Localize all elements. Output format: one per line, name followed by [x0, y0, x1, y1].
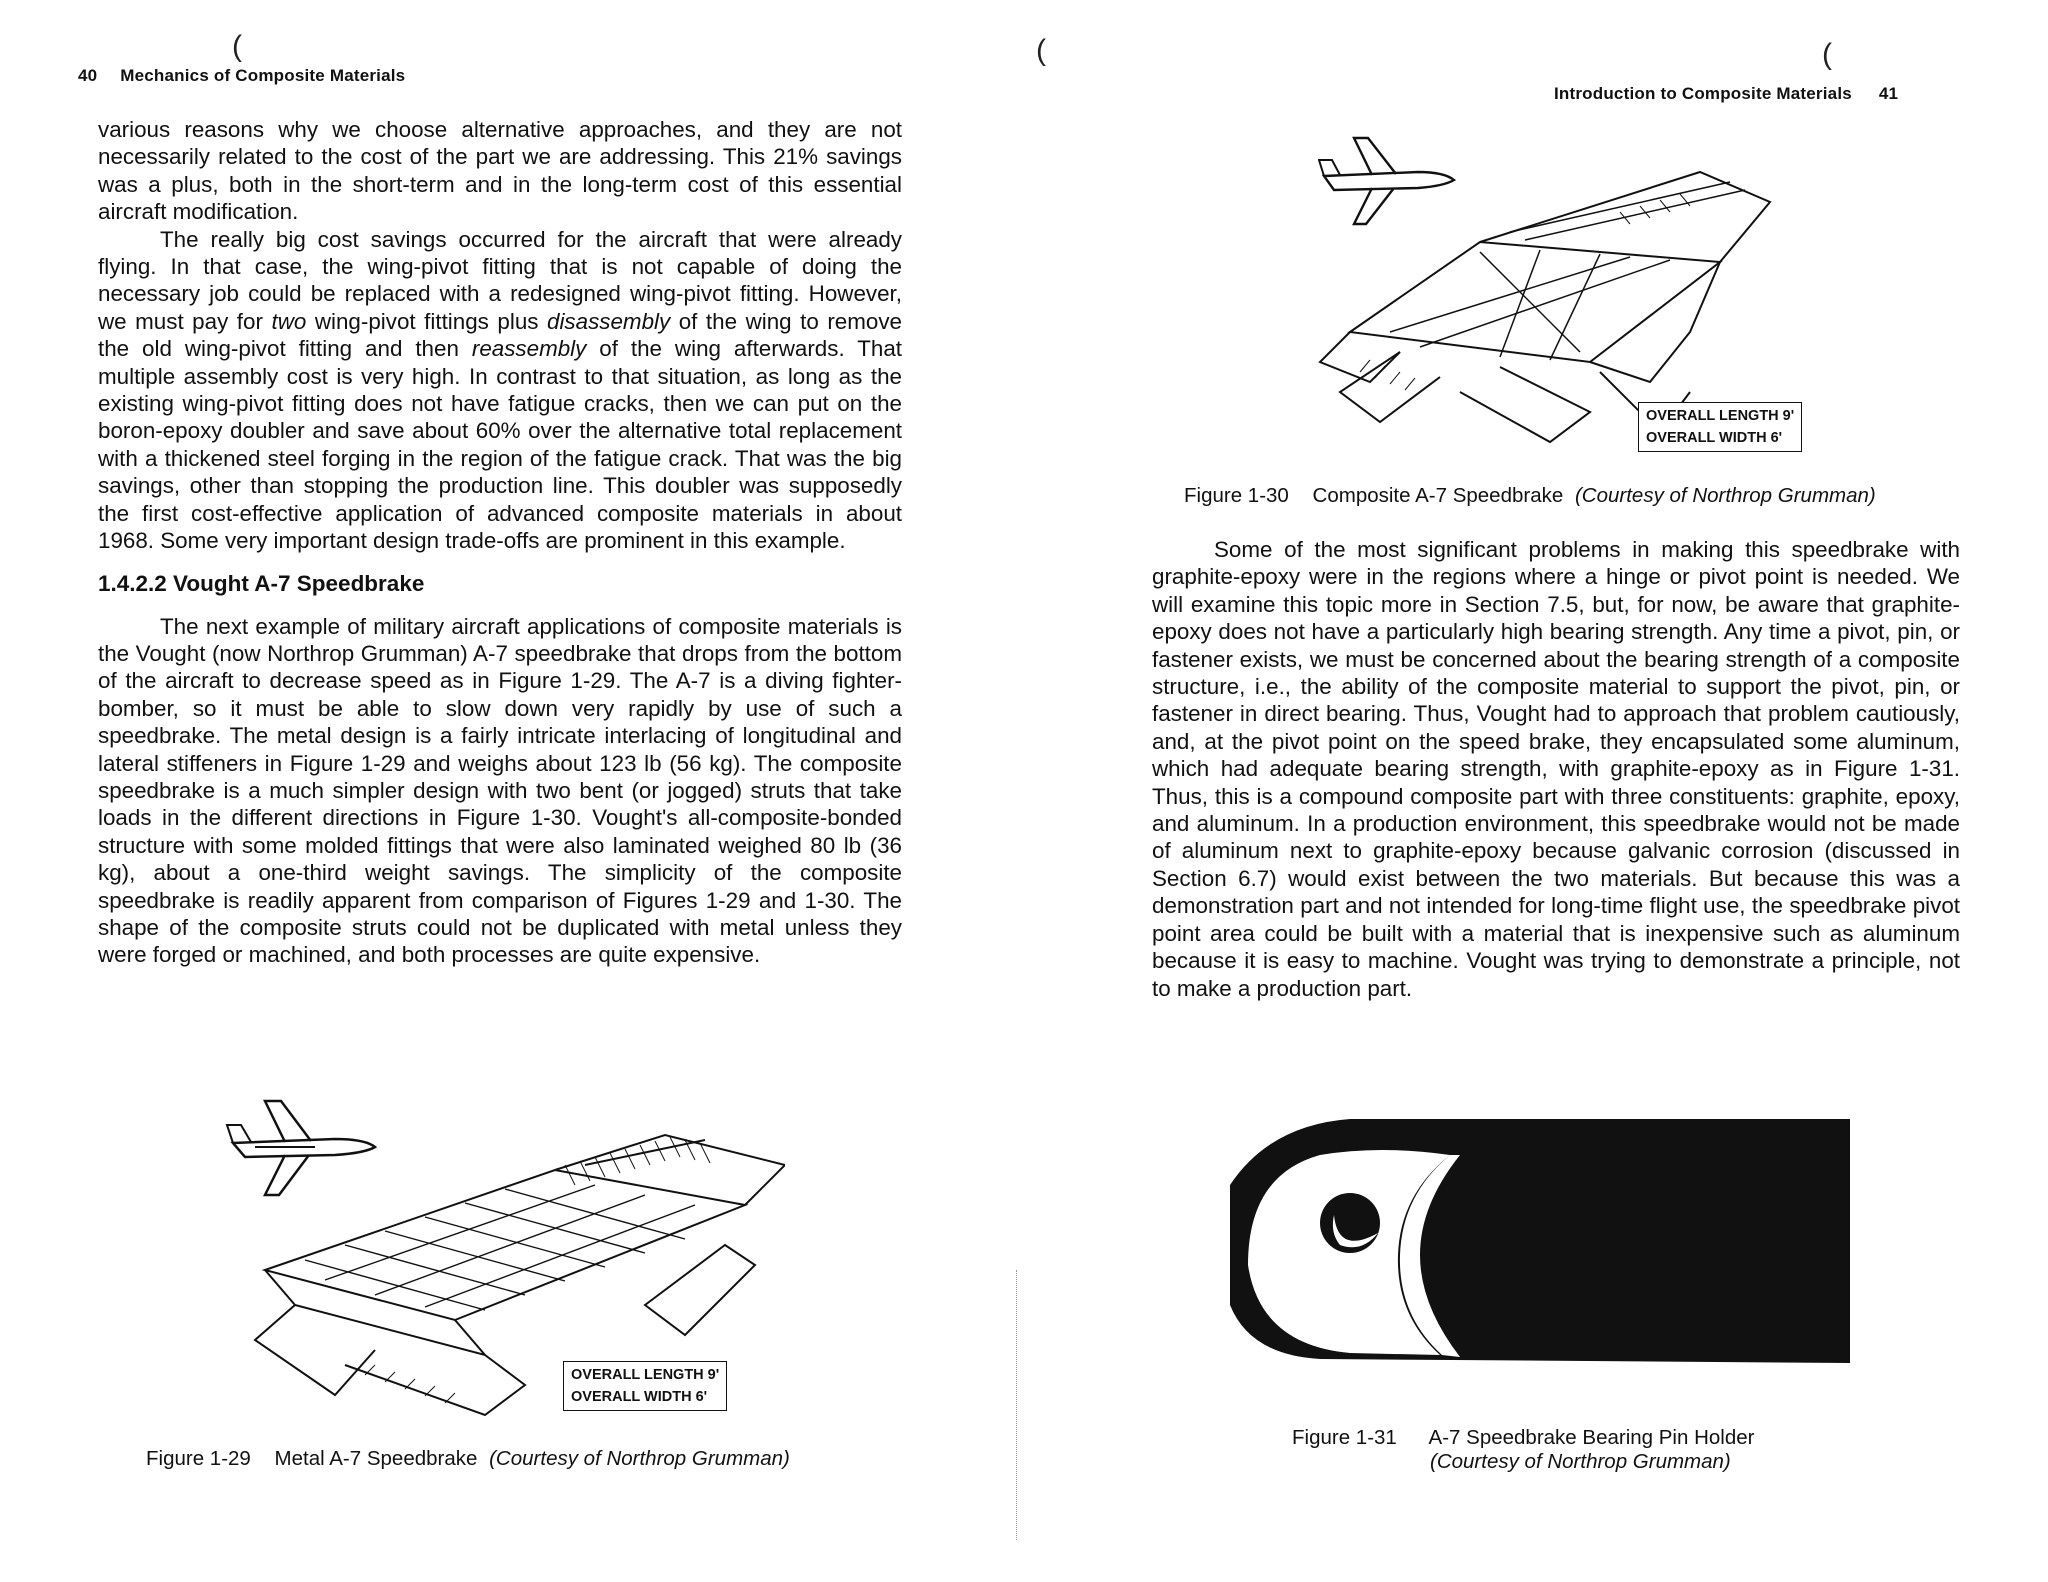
overall-width-label: OVERALL WIDTH 6'	[1646, 430, 1783, 446]
figure-caption	[1292, 1426, 1852, 1474]
figure-caption	[146, 1447, 790, 1471]
right-running-head	[1554, 84, 1898, 104]
overall-length-label: OVERALL LENGTH 9'	[1646, 408, 1795, 424]
bearing-pin-holder-figure	[1230, 1115, 1850, 1375]
overall-width-label: OVERALL WIDTH 6'	[571, 1389, 708, 1405]
figure-number: Figure 1-30	[1184, 484, 1289, 507]
paragraph: The next example of military aircraft applications of composite materials is the Vought (now Northrop Grumman) A-7 speedbrake that drops from the bottom of the aircraft to decrease speed as in Figure 1-29. The A-7 is a diving fighter-bomber, so it must be able to slow down very rapidly by use of such a speedbrake. The metal design is a fairly intricate interlacing of longitudinal and lateral stiffeners in Figure 1-29 and weighs about 123 lb (56 kg). The composite speedbrake is a much simpler design with two bent (or jogged) struts that take loads in the different directions in Figure 1-30. Vought's all-composite-bonded structure with some molded fittings that were also laminated weighed 80 lb (36 kg), about a one-third weight savings. The simplicity of the composite speedbrake is readily apparent from comparison of Figures 1-29 and 1-30. The shape of the composite struts could not be duplicated with metal unless they were forged or machined, and both processes are quite expensive.	[98, 613, 902, 968]
gutter-divider	[1016, 1270, 1018, 1540]
bracket-mark: (	[1036, 34, 1046, 67]
paragraph: The really big cost savings occurred for the aircraft that were already flying. In that case, the wing-pivot fitting that is not capable of doing the necessary job could be replaced with a redesigned wing-pivot fitting. However, we must pay for two wing-pivot fittings plus disassembly of the wing to remove the old wing-pivot fitting and then reassembly of the wing afterwards. That multiple assembly cost is very high. In contrast to that situation, as long as the existing wing-pivot fitting does not have fatigue cracks, then we can put on the boron-epoxy doubler and save about 60% over the alternative total replacement with a thickened steel forging in the region of the fatigue crack. That was the big savings, other than stopping the production line. This doubler was supposedly the first cost-effective application of advanced composite materials in about 1968. Some very important design trade-offs are prominent in this example.	[98, 226, 902, 554]
figure-title: Metal A-7 Speedbrake	[274, 1447, 478, 1470]
figure-caption	[1184, 484, 1876, 508]
right-page-number: 41	[1878, 84, 1899, 103]
left-text-column	[98, 116, 902, 969]
figure-credit: (Courtesy of Northrop Grumman)	[1574, 484, 1876, 507]
figure-1-29	[225, 1095, 785, 1425]
figure-number: Figure 1-29	[146, 1447, 251, 1470]
figure-1-30	[1300, 132, 1820, 462]
figure-credit: (Courtesy of Northrop Grumman)	[1430, 1450, 1731, 1473]
dimensions-box	[563, 1361, 727, 1411]
left-page-number: 40	[78, 66, 98, 85]
bracket-mark: (	[1822, 38, 1832, 71]
left-running-title: Mechanics of Composite Materials	[120, 66, 406, 85]
figure-number: Figure 1-31	[1292, 1426, 1397, 1449]
figure-credit: (Courtesy of Northrop Grumman)	[489, 1447, 790, 1470]
paragraph: various reasons why we choose alternative approaches, and they are not necessarily related to the cost of the part we are addressing. This 21% savings was a plus, both in the short-term and in the long-term cost of this essential aircraft modification.	[98, 117, 902, 225]
right-text-column	[1152, 536, 1960, 1002]
paragraph: Some of the most significant problems in making this speedbrake with graphite-epoxy were in the regions where a hinge or pivot point is needed. We will examine this topic more in Section 7.5, but, for now, be aware that graphite-epoxy does not have a particularly high bearing strength. Any time a pivot, pin, or fastener exists, we must be concerned about the bearing strength of a composite structure, i.e., the ability of the composite material to support the pivot, pin, or fastener in direct bearing. Thus, Vought had to approach that problem cautiously, and, at the pivot point on the speed brake, they encapsulated some aluminum, which had adequate bearing strength, with graphite-epoxy as in Figure 1-31. Thus, this is a compound composite part with three constituents: graphite, epoxy, and aluminum. In a production environment, this speedbrake would not be made of aluminum next to graphite-epoxy because galvanic corrosion (discussed in Section 6.7) would exist between the two materials. But because this was a demonstration part and not intended for long-time flight use, the speedbrake pivot point area could be built with a material that is inexpensive such as aluminum because it is easy to machine. Vought was trying to demonstrate a principle, not to make a production part.	[1152, 537, 1960, 1001]
bracket-mark: (	[232, 30, 242, 63]
overall-length-label: OVERALL LENGTH 9'	[571, 1367, 720, 1383]
figure-title: Composite A-7 Speedbrake	[1312, 484, 1564, 507]
dimensions-box	[1638, 402, 1802, 452]
figure-title: A-7 Speedbrake Bearing Pin Holder	[1428, 1426, 1755, 1449]
left-running-head	[78, 66, 405, 86]
section-heading: 1.4.2.2 Vought A-7 Speedbrake	[98, 570, 425, 596]
right-running-title: Introduction to Composite Materials	[1554, 84, 1852, 103]
